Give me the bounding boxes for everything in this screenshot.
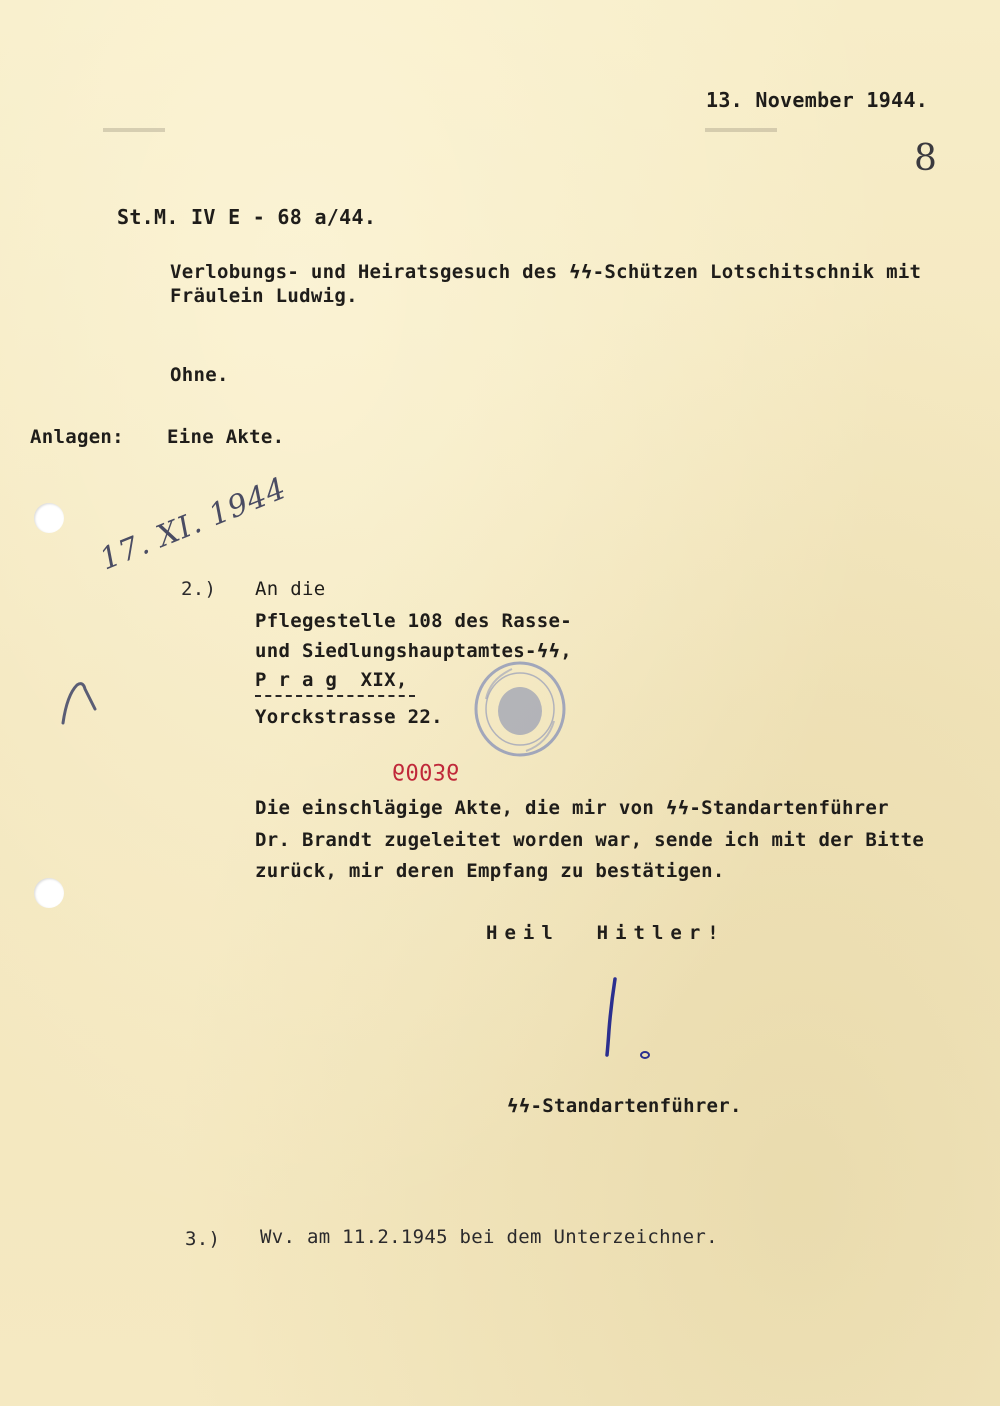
attachments-value: Eine Akte. [167,426,285,448]
body-line-3: zurück, mir deren Empfang zu bestätigen. [255,860,725,882]
faint-letterhead-mark [103,128,165,132]
body-line-2: Dr. Brandt zugeleitet worden war, sende ich mit der Bitte [255,829,925,851]
closing-salutation: Heil Hitler! [486,922,726,944]
item-3-text: Wv. am 11.2.1945 bei dem Unterzeichner. [260,1226,718,1248]
subject-line-1: Verlobungs- und Heiratsgesuch des ϟϟ-Schützen Lotschitschnik mit [170,261,922,283]
folio-number: 8 [914,138,938,179]
pencil-scribble [55,675,115,735]
city-underline [255,695,415,697]
file-reference: St.M. IV E - 68 a/44. [117,205,377,229]
red-stamp-number: 60036 [392,758,460,783]
circular-office-stamp [472,659,568,759]
punch-hole-bottom [34,878,64,908]
address-line-2: Pflegestelle 108 des Rasse- [255,610,572,632]
letter-date: 13. November 1944. [706,88,929,112]
address-line-1: An die [255,578,326,600]
attachments-label: Anlagen: [30,426,124,448]
subject-line-2: Fräulein Ludwig. [170,285,358,307]
address-line-3: und Siedlungshauptamtes-ϟϟ, [255,640,572,662]
body-line-1: Die einschlägige Akte, die mir von ϟϟ-Standartenführer [255,797,889,819]
signature-title: ϟϟ-Standartenführer. [507,1095,742,1117]
address-city: P r a g XIX, [255,669,408,691]
item-3-number: 3.) [185,1228,221,1250]
faint-letterhead-mark [705,128,777,132]
punch-hole-top [34,503,64,533]
handwritten-date-text: 17. XI. 1944 [95,470,292,578]
reference-to: Ohne. [170,364,229,386]
address-street: Yorckstrasse 22. [255,706,443,728]
blue-pencil-signature [593,975,663,1065]
handwritten-pencil-date [95,471,292,578]
item-2-number: 2.) [181,578,217,600]
